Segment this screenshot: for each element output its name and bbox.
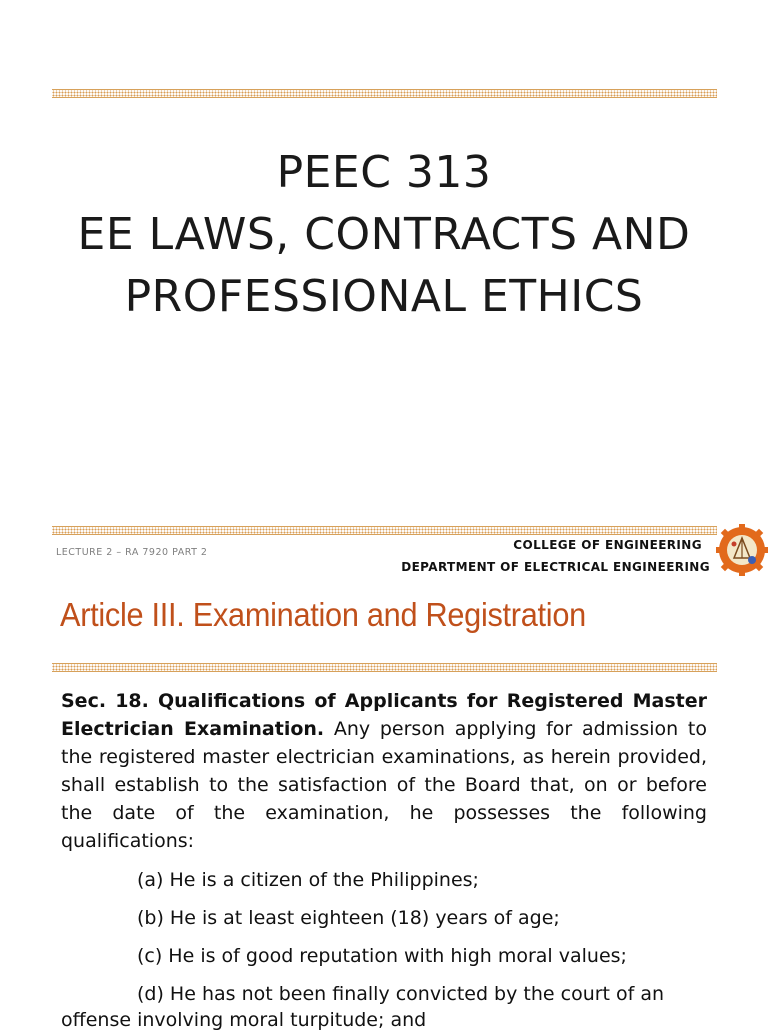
course-code: PEEC 313 bbox=[276, 147, 492, 198]
qualification-b: (b) He is at least eighteen (18) years of age; bbox=[137, 907, 560, 929]
qualification-d-continued: offense involving moral turpitude; and bbox=[61, 1009, 427, 1031]
college-name: COLLEGE OF ENGINEERING bbox=[513, 538, 702, 552]
top-decorative-rule bbox=[52, 89, 717, 98]
lecture-label: LECTURE 2 – RA 7920 PART 2 bbox=[56, 547, 208, 558]
qualification-a: (a) He is a citizen of the Philippines; bbox=[137, 869, 479, 891]
section-paragraph bbox=[61, 687, 707, 855]
qualification-c: (c) He is of good reputation with high moral values; bbox=[137, 945, 627, 967]
qualification-d: (d) He has not been finally convicted by the court of an bbox=[137, 983, 665, 1005]
department-name: DEPARTMENT OF ELECTRICAL ENGINEERING bbox=[401, 560, 710, 574]
heading-decorative-rule bbox=[52, 663, 717, 672]
article-heading: Article III. Examination and Registration bbox=[60, 596, 586, 633]
slide-title bbox=[0, 142, 768, 328]
section-text: Any person applying for admission to the registered master electrician examinations, as herein provided, shall establish to the satisfaction of the Board that, on or before the date of the examination, he possesses the following qualifications: bbox=[61, 718, 708, 852]
footer-decorative-rule bbox=[52, 526, 717, 535]
course-title-line1: EE LAWS, CONTRACTS AND bbox=[77, 209, 691, 260]
section-title: Sec. 18. Qualifications of Applicants for Registered Master Electrician Examination. bbox=[61, 690, 707, 740]
college-seal-icon bbox=[716, 524, 768, 576]
course-title-line2: PROFESSIONAL ETHICS bbox=[124, 271, 644, 322]
